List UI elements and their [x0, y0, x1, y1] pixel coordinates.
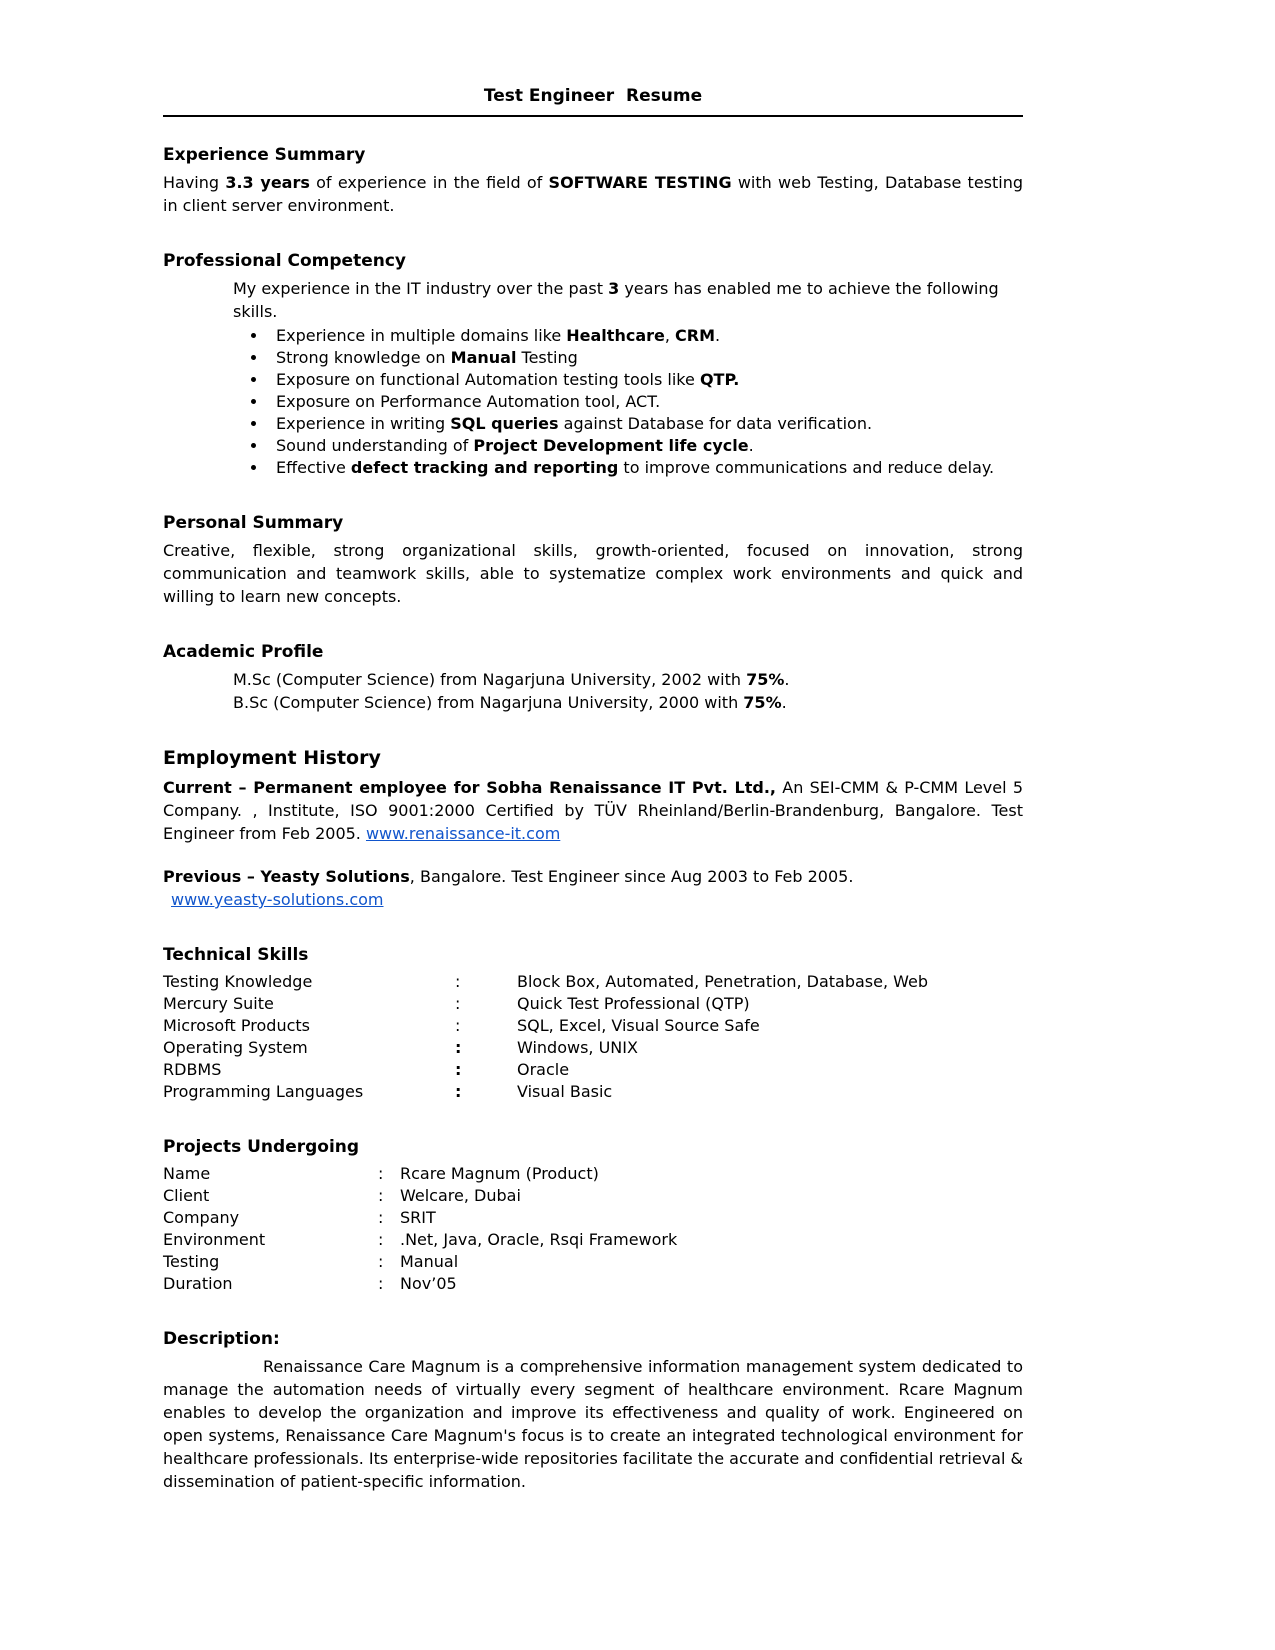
projects-table [163, 1163, 1023, 1295]
project-field-label: Name [163, 1164, 211, 1183]
section-heading-professional-competency: Professional Competency [163, 251, 406, 271]
skill-value: Block Box, Automated, Penetration, Database, Web [517, 972, 929, 991]
competency-bullet: • Effective defect tracking and reporting to improve communications and reduce delay. [268, 457, 1023, 479]
project-field-label: Client [163, 1186, 210, 1205]
skill-colon: : [455, 972, 461, 991]
competency-bullet: • Sound understanding of Project Development life cycle. [268, 435, 1023, 457]
experience-summary-text: Having 3.3 years of experience in the field of SOFTWARE TESTING with web Testing, Database testing in client server environment. [163, 173, 1024, 215]
technical-skills-row [163, 1037, 1023, 1059]
skill-colon: : [455, 994, 461, 1013]
description-text: Renaissance Care Magnum is a comprehensive information management system dedicated to manage the automation needs of virtually every segment of healthcare environment. Rcare Magnum enables to develop the organization and improve its effectiveness and quality of work. Engineered on open systems, Renaissance Care Magnum's focus is to create an integrated technological environment for healthcare professionals. Its enterprise-wide repositories facilitate the accurate and confidential retrieval & dissemination of patient-specific information. [163, 1357, 1023, 1491]
technical-skills-table [163, 971, 1023, 1103]
competency-bullet: • Exposure on Performance Automation tool, ACT. [268, 391, 1023, 413]
skill-label: Mercury Suite [163, 994, 274, 1013]
employment-previous-text: Previous – Yeasty Solutions, Bangalore. Test Engineer since Aug 2003 to Feb 2005. [163, 867, 854, 886]
personal-summary-text: Creative, flexible, strong organizational skills, growth-oriented, focused on innovation, strong communication and teamwork skills, able to systematize complex work environments and quick and willing to learn new concepts. [163, 541, 1023, 606]
project-field-value: SRIT [400, 1208, 436, 1227]
project-row [163, 1185, 1023, 1207]
project-field-colon: : [378, 1252, 384, 1271]
project-field-label: Testing [163, 1252, 220, 1271]
skill-colon: : [455, 1016, 461, 1035]
project-field-value: .Net, Java, Oracle, Rsqi Framework [400, 1230, 678, 1249]
technical-skills-row [163, 1015, 1023, 1037]
project-field-value: Manual [400, 1252, 459, 1271]
section-heading-projects-undergoing: Projects Undergoing [163, 1137, 360, 1157]
section-heading-academic-profile: Academic Profile [163, 642, 324, 662]
employment-previous [163, 865, 1023, 888]
project-row [163, 1163, 1023, 1185]
yeasty-website-link[interactable]: www.yeasty-solutions.com [171, 890, 384, 909]
technical-skills-row [163, 993, 1023, 1015]
skill-value: Quick Test Professional (QTP) [517, 994, 750, 1013]
skill-value: Visual Basic [517, 1082, 613, 1101]
skill-label: Operating System [163, 1038, 308, 1057]
technical-skills-row [163, 1059, 1023, 1081]
skill-label: RDBMS [163, 1060, 222, 1079]
project-field-value: Welcare, Dubai [400, 1186, 521, 1205]
competency-bullet: • Experience in writing SQL queries against Database for data verification. [268, 413, 1023, 435]
skill-value: SQL, Excel, Visual Source Safe [517, 1016, 760, 1035]
academic-line-bsc: B.Sc (Computer Science) from Nagarjuna University, 2000 with 75%. [233, 693, 787, 712]
section-heading-experience-summary: Experience Summary [163, 145, 366, 165]
competency-bullet: • Strong knowledge on Manual Testing [268, 347, 1023, 369]
skill-label: Testing Knowledge [163, 972, 313, 991]
section-heading-employment-history: Employment History [163, 747, 381, 769]
skill-label: Microsoft Products [163, 1016, 310, 1035]
skill-colon: : [455, 1082, 462, 1101]
technical-skills-row [163, 1081, 1023, 1103]
project-row [163, 1207, 1023, 1229]
section-heading-description: Description: [163, 1329, 280, 1349]
project-field-colon: : [378, 1230, 384, 1249]
project-field-value: Rcare Magnum (Product) [400, 1164, 599, 1183]
employment-current-text: Current – Permanent employee for Sobha Renaissance IT Pvt. Ltd., An SEI-CMM & P-CMM Level 5 Company. , Institute, ISO 9001:2000 Certified by TÜV Rheinland/Berlin-Brandenburg, Bangalore. Test Engineer from Feb 2005. [163, 778, 1023, 843]
skill-value: Oracle [517, 1060, 570, 1079]
renaissance-website-link[interactable]: www.renaissance-it.com [365, 824, 561, 843]
project-field-value: Nov’05 [400, 1274, 457, 1293]
professional-competency-intro: My experience in the IT industry over the past 3 years has enabled me to achieve the following skills. [233, 279, 999, 321]
competency-bullet: • Exposure on functional Automation testing tools like QTP. [268, 369, 1023, 391]
project-field-label: Environment [163, 1230, 266, 1249]
competency-bullet: • Experience in multiple domains like Healthcare, CRM. [268, 325, 1023, 347]
project-field-colon: : [378, 1274, 384, 1293]
project-field-colon: : [378, 1164, 384, 1183]
skill-value: Windows, UNIX [517, 1038, 638, 1057]
employment-current [163, 776, 1023, 845]
skill-colon: : [455, 1060, 462, 1079]
project-field-label: Duration [163, 1274, 233, 1293]
project-row [163, 1251, 1023, 1273]
employment-previous-link-line [163, 888, 1023, 911]
section-heading-technical-skills: Technical Skills [163, 945, 309, 965]
project-row [163, 1273, 1023, 1295]
project-field-colon: : [378, 1208, 384, 1227]
competency-list [163, 325, 1023, 479]
project-row [163, 1229, 1023, 1251]
skill-label: Programming Languages [163, 1082, 364, 1101]
skill-colon: : [455, 1038, 462, 1057]
section-heading-personal-summary: Personal Summary [163, 513, 344, 533]
project-field-colon: : [378, 1186, 384, 1205]
page-title: Test Engineer Resume [163, 85, 1023, 117]
project-field-label: Company [163, 1208, 240, 1227]
academic-line-msc: M.Sc (Computer Science) from Nagarjuna University, 2002 with 75%. [233, 670, 790, 689]
technical-skills-row [163, 971, 1023, 993]
